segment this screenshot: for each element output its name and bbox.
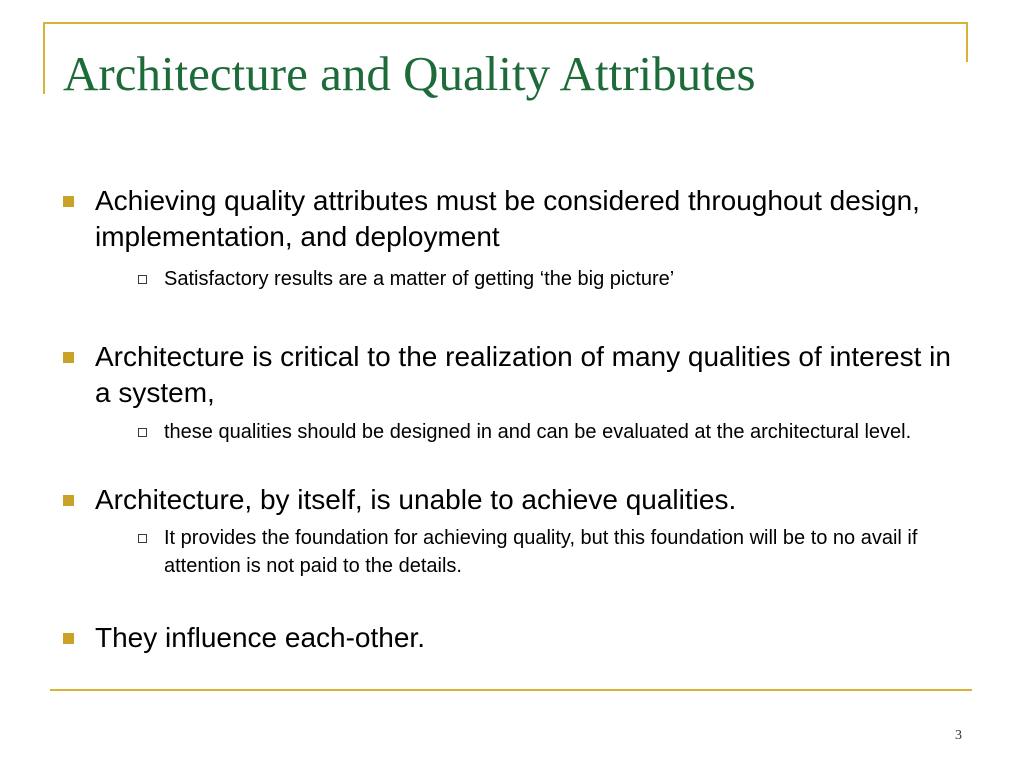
bullet-item [95, 183, 965, 255]
square-bullet-icon [63, 196, 74, 207]
hollow-square-bullet-icon [138, 275, 147, 284]
bullet-text: Architecture is critical to the realization of many qualities of interest in a system, [95, 341, 951, 408]
hollow-square-bullet-icon [138, 428, 147, 437]
sub-bullet-item [164, 265, 964, 293]
square-bullet-icon [63, 352, 74, 363]
footer-rule [50, 689, 972, 691]
bullet-item [95, 620, 965, 656]
sub-bullet-text: Satisfactory results are a matter of getting ‘the big picture’ [164, 268, 675, 290]
sub-bullet-item [164, 418, 964, 446]
square-bullet-icon [63, 633, 74, 644]
sub-bullet-text: these qualities should be designed in and can be evaluated at the architectural level. [164, 421, 912, 443]
bullet-item [95, 482, 965, 518]
bullet-text: Achieving quality attributes must be considered throughout design, implementation, and deployment [95, 185, 920, 252]
bullet-text: They influence each-other. [95, 622, 425, 653]
sub-bullet-item [164, 524, 964, 580]
hollow-square-bullet-icon [138, 534, 147, 543]
bullet-item [95, 339, 965, 411]
square-bullet-icon [63, 495, 74, 506]
bullet-text: Architecture, by itself, is unable to achieve qualities. [95, 484, 737, 515]
slide-title: Architecture and Quality Attributes [63, 46, 756, 101]
page-number: 3 [955, 728, 962, 743]
sub-bullet-text: It provides the foundation for achieving quality, but this foundation will be to no avail if attention is not paid to the details. [164, 527, 918, 577]
